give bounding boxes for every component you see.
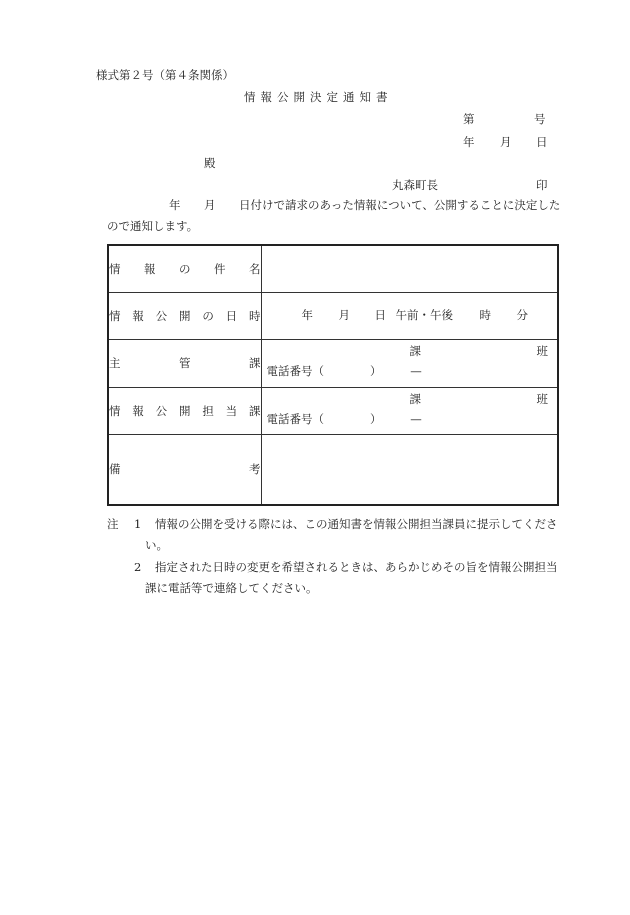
seal-mark: 印: [536, 178, 548, 192]
row-label: 備 考: [108, 434, 261, 505]
date-year: 年: [463, 135, 475, 149]
note-2-line2: 課に電話等で連絡してください。: [145, 581, 318, 595]
row-label: 情 報 の 件 名: [108, 245, 261, 292]
disclosure-section-cell: [261, 387, 558, 434]
body-month: 月: [204, 198, 216, 212]
dt-month: 月: [338, 307, 350, 322]
notice-table: [107, 244, 559, 506]
remarks-value-cell: [261, 434, 558, 505]
note-1-number: 1: [134, 517, 142, 531]
dt-minute: 分: [516, 307, 528, 322]
table-row-managing-section: [108, 340, 558, 387]
section-han: 班: [536, 344, 548, 359]
section-ka: 課: [409, 344, 421, 359]
number-suffix: 号: [534, 112, 546, 126]
table-row-remarks: [108, 434, 558, 505]
date-month: 月: [500, 135, 512, 149]
notes-prefix: 注: [107, 517, 119, 531]
subject-value-cell: [261, 245, 558, 292]
section-han: 班: [536, 391, 548, 406]
table-row-subject: [108, 245, 558, 292]
dt-day: 日: [374, 307, 386, 322]
body-line1: 日付けで請求のあった情報について、公開することに決定した: [239, 198, 561, 212]
table-row-disclosure-section: [108, 387, 558, 434]
note-2-line1: 指定された日時の変更を希望されるときは、あらかじめその旨を情報公開担当: [155, 560, 558, 574]
number-prefix: 第: [463, 112, 475, 126]
row-label: 主 管 課: [108, 340, 261, 387]
dt-year: 年: [301, 307, 313, 322]
datetime-value-cell: [261, 292, 558, 339]
addressee-suffix: 殿: [204, 156, 216, 170]
note-2-number: 2: [134, 560, 142, 574]
managing-section-cell: [261, 340, 558, 387]
dt-hour: 時: [479, 307, 491, 322]
body-year: 年: [169, 198, 181, 212]
body-line2: ので通知します。: [107, 219, 199, 233]
dt-ampm: 午前・午後: [395, 307, 453, 322]
note-1-line2: い。: [145, 538, 168, 552]
document-title: 情報公開決定通知書: [244, 90, 393, 104]
form-label: 様式第２号（第４条関係）: [96, 68, 234, 82]
section-phone: 電話番号（ ） —: [266, 411, 422, 426]
table-row-datetime: [108, 292, 558, 339]
date-day: 日: [536, 135, 548, 149]
section-phone: 電話番号（ ） —: [266, 364, 422, 379]
row-label: 情 報 公 開 担 当 課: [108, 387, 261, 434]
note-1-line1: 情報の公開を受ける際には、この通知書を情報公開担当課員に提示してくださ: [155, 517, 558, 531]
row-label: 情 報 公 開 の 日 時: [108, 292, 261, 339]
issuer-name: 丸森町長: [392, 178, 438, 192]
section-ka: 課: [409, 391, 421, 406]
